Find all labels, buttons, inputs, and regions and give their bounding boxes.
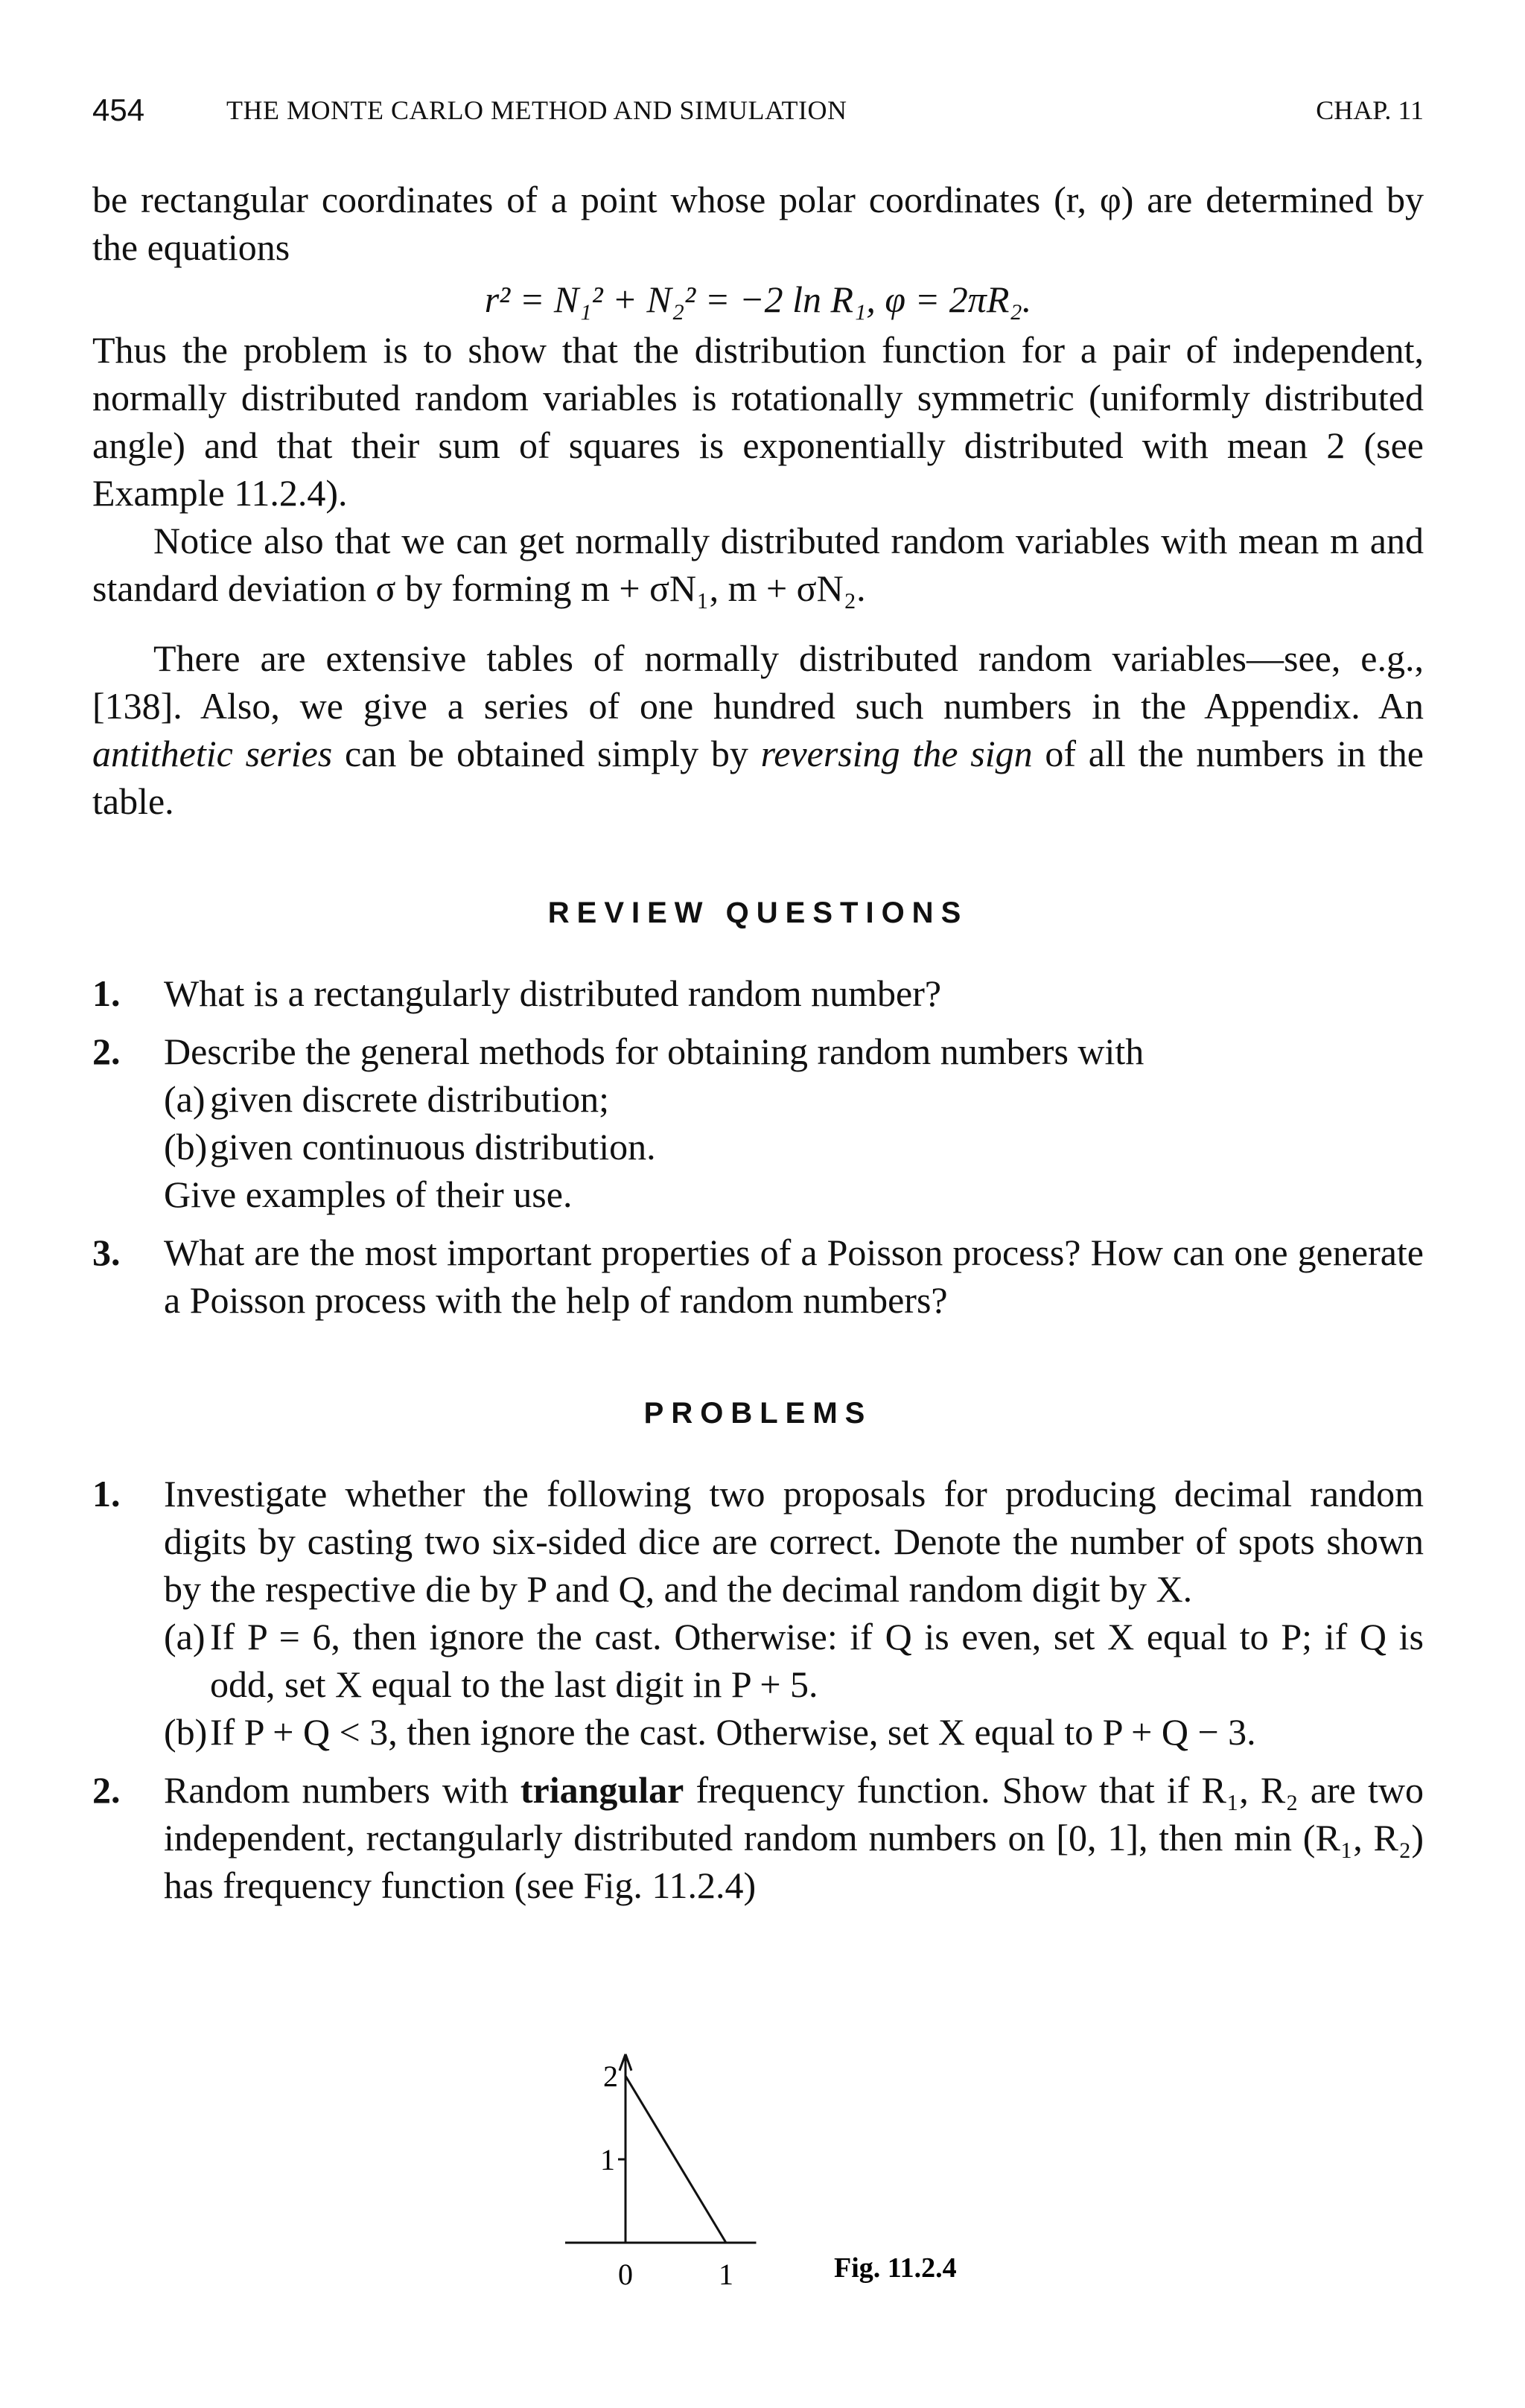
review-questions-heading: REVIEW QUESTIONS xyxy=(547,896,969,929)
sub-label: (a) xyxy=(164,1616,206,1657)
sub-text: If P = 6, then ignore the cast. Otherwise: if Q is even, set X equal to P; if Q is odd, set X equal to the last digit in P + 5. xyxy=(210,1616,1424,1705)
running-title: THE MONTE CARLO METHOD AND SIMULATION xyxy=(226,95,847,125)
question-text: What is a rectangularly distributed random number? xyxy=(164,972,942,1014)
sub-label: (a) xyxy=(164,1078,206,1120)
text-run: There are extensive tables of normally distributed random variables—see, e.g., [138]. Also, we give a series of one hundred such numbers in the Appendix. An xyxy=(92,637,1424,727)
term-triangular: triangular xyxy=(520,1769,684,1811)
y-tick-label-1: 1 xyxy=(600,2143,615,2176)
text-run: frequency function. Show that if R₁, R₂ are two independent, rectangularly distributed random numbers on [0, 1], then min (R₁, R₂) has frequency function (see Fig. 11.2.4) xyxy=(164,1769,1424,1906)
review-question-3 xyxy=(92,1229,1424,1324)
sub-text: given continuous distribution. xyxy=(210,1126,656,1168)
x-tick-label-0: 0 xyxy=(618,2258,633,2286)
question-sub-a xyxy=(164,1075,1424,1123)
problem-1-part-a xyxy=(164,1613,1424,1708)
review-question-2 xyxy=(92,1028,1424,1218)
problem-1 xyxy=(92,1470,1424,1756)
text-run: can be obtained simply by xyxy=(332,733,761,774)
question-text: Describe the general methods for obtaining random numbers with xyxy=(164,1031,1144,1072)
y-tick-label-2: 2 xyxy=(603,2060,618,2093)
question-tail: Give examples of their use. xyxy=(164,1173,573,1215)
sub-text: given discrete distribution; xyxy=(210,1078,610,1120)
problem-number: 2. xyxy=(92,1769,121,1811)
sub-text: If P + Q < 3, then ignore the cast. Otherwise, set X equal to P + Q − 3. xyxy=(210,1711,1256,1753)
sub-label: (b) xyxy=(164,1126,208,1168)
problem-number: 1. xyxy=(92,1473,121,1514)
intro-paragraph-2: Thus the problem is to show that the distribution function for a pair of independent, normally distributed random variables is rotationally symmetric (uniformly distributed angle) and that their sum of squares is exponentially distributed with mean 2 (see Example 11.2.4). xyxy=(92,329,1424,514)
density-line xyxy=(625,2076,726,2243)
intro-paragraph-4 xyxy=(92,634,1424,825)
page-body xyxy=(92,176,1424,1909)
triangular-frequency-chart xyxy=(536,2040,1057,2286)
question-sub-b xyxy=(164,1123,1424,1170)
figure-11-2-4 xyxy=(536,2040,1057,2286)
page-number: 454 xyxy=(92,92,145,127)
text-run: Random numbers with xyxy=(164,1769,520,1811)
running-header xyxy=(92,88,1424,133)
emphasis-reversing-sign: reversing the sign xyxy=(760,733,1033,774)
problem-text: Investigate whether the following two proposals for producing decimal random digits by casting two six-sided dice are correct. Denote the number of spots shown by the respective die by P and Q, and the decimal random digit by X. xyxy=(164,1473,1424,1610)
intro-paragraph-3: Notice also that we can get normally distributed random variables with mean m and standard deviation σ by forming m + σN₁, m + σN₂. xyxy=(92,520,1424,609)
text-run: of all the numbers in the table. xyxy=(92,733,1424,822)
question-number: 1. xyxy=(92,972,121,1014)
problem-1-part-b xyxy=(164,1708,1424,1756)
x-tick-label-1: 1 xyxy=(719,2258,733,2286)
problem-text xyxy=(164,1766,1424,1909)
question-number: 3. xyxy=(92,1232,121,1273)
intro-paragraph-1: be rectangular coordinates of a point whose polar coordinates (r, φ) are determined by the equations xyxy=(92,179,1424,268)
review-question-1 xyxy=(92,969,1424,1017)
question-text: What are the most important properties of a Poisson process? How can one generate a Poisson process with the help of random numbers? xyxy=(164,1232,1424,1321)
figure-caption: Fig. 11.2.4 xyxy=(834,2252,957,2284)
term-antithetic-series: antithetic series xyxy=(92,733,333,774)
chapter-label: CHAP. 11 xyxy=(1316,95,1424,125)
problem-2 xyxy=(92,1766,1424,1909)
sub-label: (b) xyxy=(164,1711,208,1753)
problems-heading: PROBLEMS xyxy=(643,1397,873,1430)
question-number: 2. xyxy=(92,1031,121,1072)
polar-equation: r² = N₁² + N₂² = −2 ln R₁, φ = 2πR₂. xyxy=(484,278,1032,320)
